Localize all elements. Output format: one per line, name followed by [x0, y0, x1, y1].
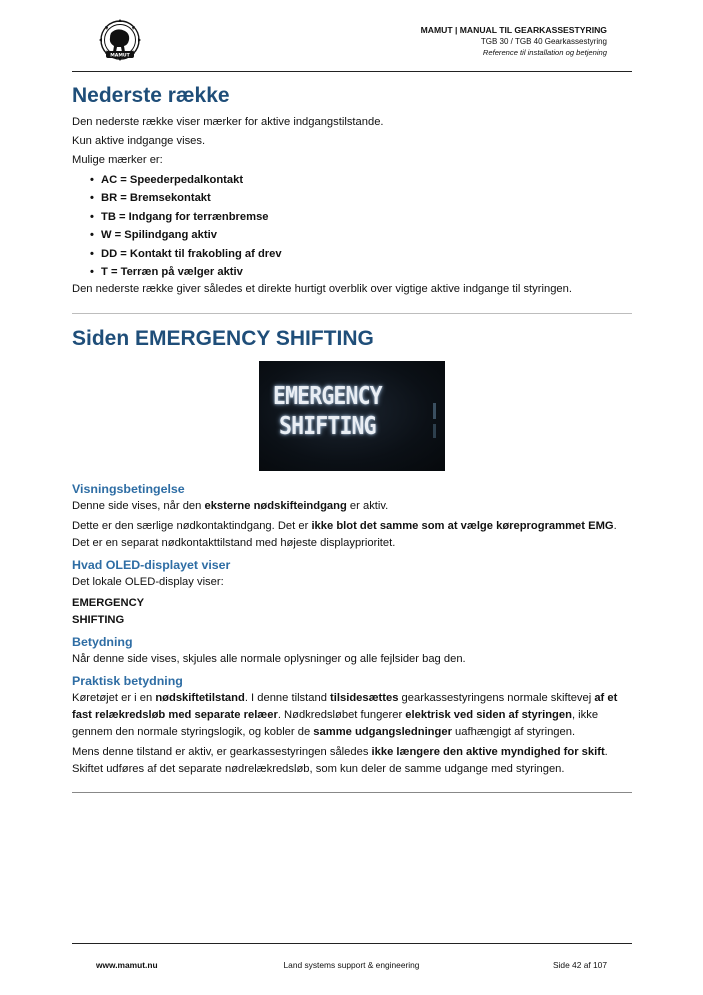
oled-reflection [433, 403, 436, 419]
list-item: • BR = Bremsekontakt [72, 189, 632, 207]
page-content [72, 80, 632, 793]
oled-text: EMERGENCY SHIFTING [273, 381, 382, 441]
bullet-icon: • [90, 266, 94, 279]
paragraph: Kun aktive indgange vises. [72, 135, 206, 147]
header-block [421, 25, 607, 58]
paragraph: Mens denne tilstand er aktiv, er gearkassestyringen således ikke længere den aktive myndighed for skift. Skiftet udføres af det separate nødrelækredsløb, som kun deler de samme udgange med styringen. [72, 746, 608, 776]
list-item: • DD = Kontakt til frakobling af drev [72, 245, 632, 263]
paragraph: Denne side vises, når den eksterne nødskifteindgang er aktiv. [72, 500, 389, 513]
section-heading-nederste-raekke: Nederste række [72, 84, 230, 107]
subheading-betydning: Betydning [72, 635, 133, 650]
logo-text: MAMUT [110, 53, 130, 59]
list-item: • AC = Speederpedalkontakt [72, 171, 632, 189]
footer-website-link[interactable]: www.mamut.nu [96, 960, 158, 970]
badge-list [72, 171, 632, 281]
section-heading-emergency-shifting: Siden EMERGENCY SHIFTING [72, 327, 374, 351]
paragraph: Mulige mærker er: [72, 154, 163, 166]
paragraph: Dette er den særlige nødkontaktindgang. Det er ikke blot det samme som at vælge køreprogrammet EMG. Det er en separat nødkontakttilstand med højeste displayprioritet. [72, 520, 617, 550]
bullet-icon: • [90, 210, 94, 223]
section-divider [72, 313, 632, 314]
header-title: MAMUT | MANUAL TIL GEARKASSESTYRING [420, 25, 607, 35]
list-item: • W = Spilindgang aktiv [72, 226, 632, 244]
bullet-icon: • [90, 174, 94, 186]
footer-tagline: Land systems support & engineering [283, 960, 420, 970]
paragraph: Det lokale OLED-display viser: [72, 576, 224, 589]
bullet-icon: • [90, 247, 94, 260]
mamut-logo [94, 17, 146, 65]
list-item: • TB = Indgang for terrænbremse [72, 208, 632, 226]
bullet-icon: • [90, 229, 94, 242]
header-tagline: Reference til installation og betjening [482, 48, 607, 57]
paragraph: Den nederste række viser mærker for aktive indgangstilstande. [72, 116, 384, 128]
list-item: • T = Terræn på vælger aktiv [72, 263, 632, 281]
subheading-oled-display: Hvad OLED-displayet viser [72, 558, 231, 573]
display-text: EMERGENCY SHIFTING [72, 597, 145, 627]
oled-reflection [433, 424, 436, 438]
section-divider [72, 792, 632, 793]
oled-display-photo [259, 361, 445, 471]
paragraph: Køretøjet er i en nødskiftetilstand. I denne tilstand tilsidesættes gearkassestyringens normale skiftevej af et fast relækredsløb med separate relæer. Nødkredsløbet fungerer elektrisk ved siden af styringen, ikke gennem den normale styringslogik, og kobler de samme udgangsledninger uafhængigt af styringen. [72, 692, 618, 739]
header-rule [72, 71, 632, 72]
bullet-icon: • [90, 192, 94, 205]
paragraph: Den nederste række giver således et direkte hurtigt overblik over vigtige aktive indgange til styringen. [72, 283, 572, 296]
footer-rule [72, 943, 632, 944]
paragraph: Når denne side vises, skjules alle normale oplysninger og alle fejlsider bag den. [72, 653, 466, 666]
subheading-visningsbetingelse: Visningsbetingelse [72, 482, 185, 497]
subheading-praktisk-betydning: Praktisk betydning [72, 674, 183, 689]
oled-photo-wrap [72, 361, 632, 476]
header-subtitle: TGB 30 / TGB 40 Gearkassestyring [480, 37, 607, 46]
page-number: Side 42 af 107 [552, 960, 607, 970]
